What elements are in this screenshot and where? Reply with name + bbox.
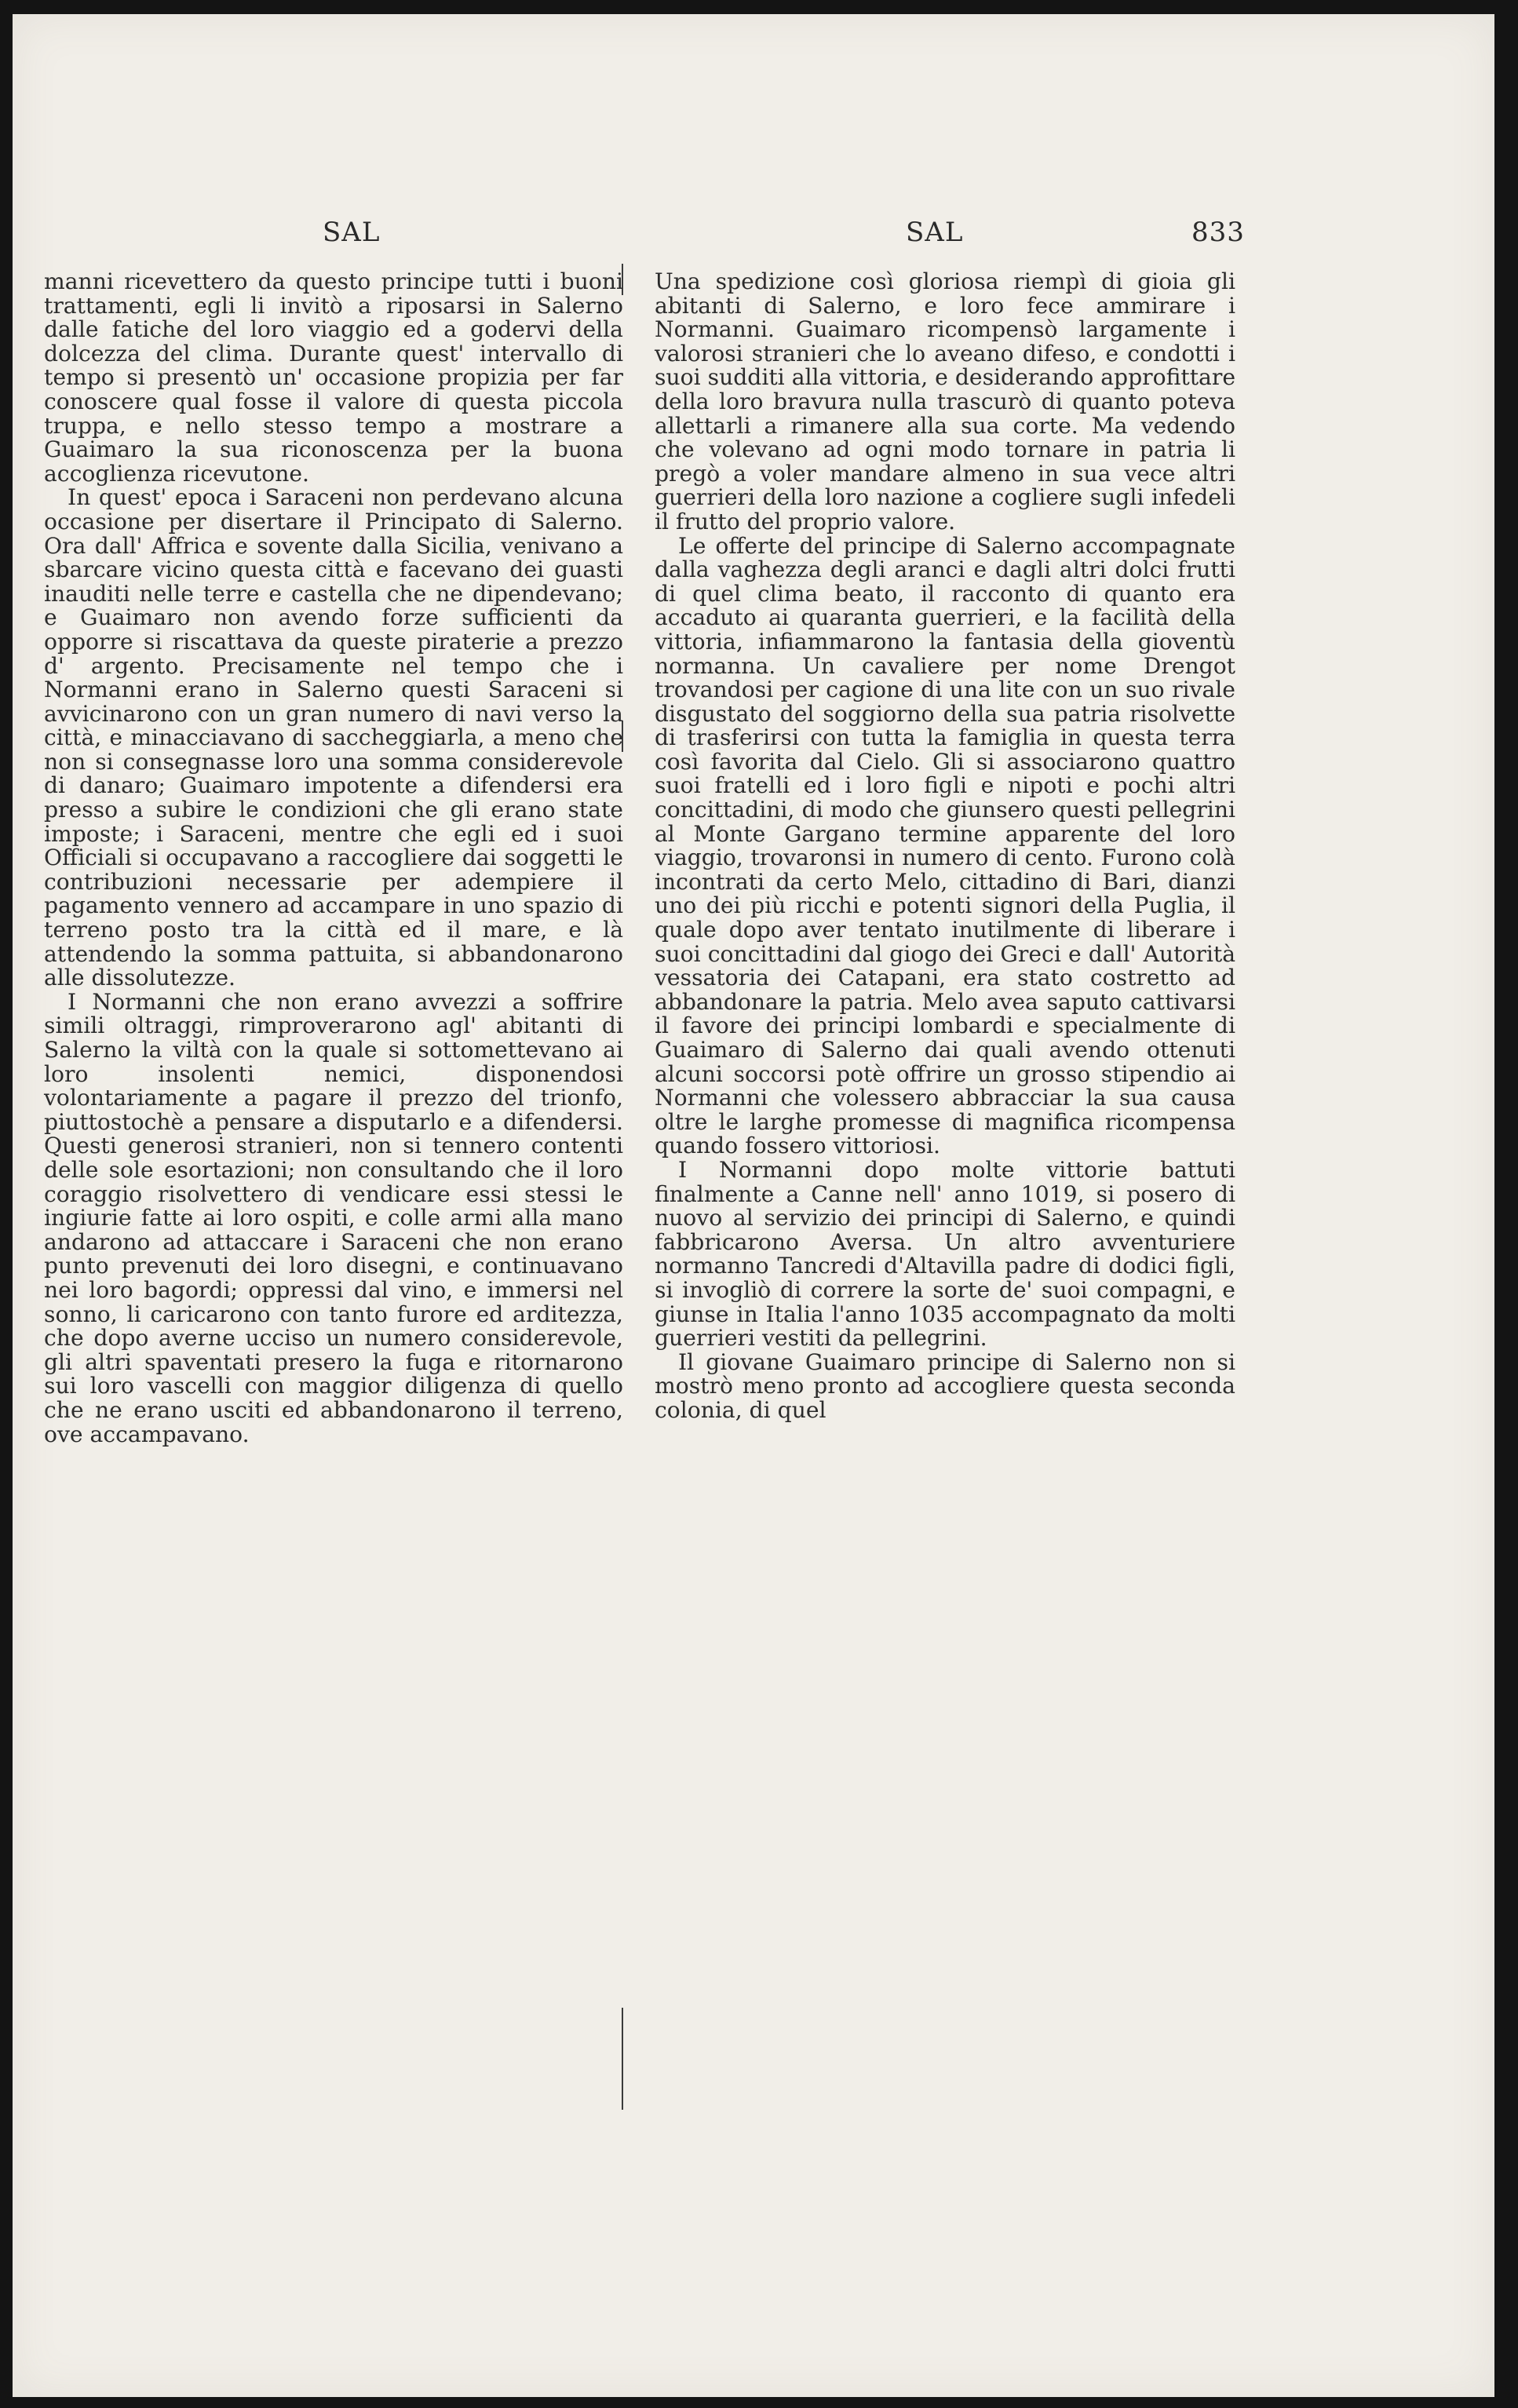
paragraph: I Normanni che non erano avvezzi a soffrire simili oltraggi, rimproverarono agl' abitanti di Salerno la viltà con la quale si sottomettevano ai loro insolenti nemici, disponendosi volontariamente a pagare il prezzo del trionfo, piuttostochè a pensare a disputarlo e a difendersi. Questi generosi stranieri, non si tennero contenti delle sole esortazioni; non consultando che il loro coraggio risolvettero di vendicare essi stessi le ingiurie fatte ai loro ospiti, e colle armi alla mano andarono ad attaccare i Saraceni che non erano punto prevenuti dei loro disegni, e continuavano nei loro bagordi; oppressi dal vino, e immersi nel sonno, li caricarono con tanto furore ed arditezza, che dopo averne ucciso un numero considerevole, gli altri spaventati presero la fuga e ritornarono sui loro vascelli con maggior diligenza di quello che ne erano usciti ed abbandonarono il terreno, ove accampavano. (44, 988, 623, 1447)
running-head-left: SAL (323, 217, 381, 248)
page-header (13, 217, 1494, 264)
left-column (44, 270, 623, 1447)
paragraph: manni ricevettero da questo principe tutti i buoni trattamenti, egli li invitò a riposarsi in Salerno dalle fatiche del loro viaggio ed a godervi della dolcezza del clima. Durante quest' intervallo di tempo si presentò un' occasione propizia per far conoscere qual fosse il valore di questa piccola truppa, e nello stesso tempo a mostrare a Guaimaro la sua riconoscenza per la buona accoglienza ricevutone. (44, 268, 623, 487)
paragraph: In quest' epoca i Saraceni non perdevano alcuna occasione per disertare il Principato di Salerno. Ora dall' Affrica e sovente dalla Sicilia, venivano a sbarcare vicino questa città e facevano dei guasti inauditi nelle terre e castella che ne dipendevano; e Guaimaro non avendo forze sufficienti da opporre si riscattava da queste piraterie a prezzo d' argento. Precisamente nel tempo che i Normanni erano in Salerno questi Saraceni si avvicinarono con un gran numero di navi verso la città, e minacciavano di saccheggiarla, a meno che non si consegnasse loro una somma considerevole di danaro; Guaimaro impotente a difendersi era presso a subire le condizioni che gli erano state imposte; i Saraceni, mentre che egli ed i suoi Officiali si occupavano a raccogliere dai soggetti le contribuzioni necessarie per adempiere il pagamento vennero ad accampare in uno spazio di terreno posto tra la città ed il mare, e là attendendo la somma pattuita, si abbandonarono alle dissolutezze. (44, 484, 623, 991)
paragraph: Una spedizione così gloriosa riempì di gioia gli abitanti di Salerno, e loro fece ammirare i Normanni. Guaimaro ricompensò largamente i valorosi stranieri che lo aveano difeso, e condotti i suoi sudditi alla vittoria, e desiderando approfittare della loro bravura nulla trascurò di quanto poteva allettarli a rimanere alla sua corte. Ma vedendo che volevano ad ogni modo tornare in patria li pregò a voler mandare almeno in sua vece altri guerrieri della loro nazione a cogliere sugli infedeli il frutto del proprio valore. (655, 268, 1235, 535)
page-number: 833 (1191, 217, 1245, 248)
column-rule (622, 2008, 623, 2110)
running-head-right: SAL (906, 217, 964, 248)
paragraph: Il giovane Guaimaro principe di Salerno non si mostrò meno pronto ad accogliere questa seconda colonia, di quel (655, 1348, 1235, 1423)
right-column (655, 270, 1235, 1423)
book-page (13, 14, 1494, 2397)
paragraph: I Normanni dopo molte vittorie battuti finalmente a Canne nell' anno 1019, si posero di nuovo al servizio dei principi di Salerno, e quindi fabbricarono Aversa. Un altro avventuriere normanno Tancredi d'Altavilla padre di dodici figli, si invogliò di correre la sorte de' suoi compagni, e giunse in Italia l'anno 1035 accompagnato da molti guerrieri vestiti da pellegrini. (655, 1156, 1235, 1352)
paragraph: Le offerte del principe di Salerno accompagnate dalla vaghezza degli aranci e dagli altri dolci frutti di quel clima beato, il racconto di quanto era accaduto ai quaranta guerrieri, e la facilità della vittoria, infiammarono la fantasia della gioventù normanna. Un cavaliere per nome Drengot trovandosi per cagione di una lite con un suo rivale disgustato del soggiorno della sua patria risolvette di trasferirsi con tutta la famiglia in questa terra così favorita dal Cielo. Gli si associarono quattro suoi fratelli ed i loro figli e nipoti e pochi altri concittadini, di modo che giunsero questi pellegrini al Monte Gargano termine apparente del loro viaggio, trovaronsi in numero di cento. Furono colà incontrati da certo Melo, cittadino di Bari, dianzi uno dei più ricchi e potenti signori della Puglia, il quale dopo aver tentato inutilmente di liberare i suoi concittadini dal giogo dei Greci e dall' Autorità vessatoria dei Catapani, era stato costretto ad abbandonare la patria. Melo avea saputo cattivarsi il favore dei principi lombardi e specialmente di Guaimaro di Salerno dai quali avendo ottenuti alcuni soccorsi potè offrire un grosso stipendio ai Normanni che volessero abbracciar la sua causa oltre le larghe promesse di magnifica ricompensa quando fossero vittoriosi. (655, 532, 1235, 1159)
